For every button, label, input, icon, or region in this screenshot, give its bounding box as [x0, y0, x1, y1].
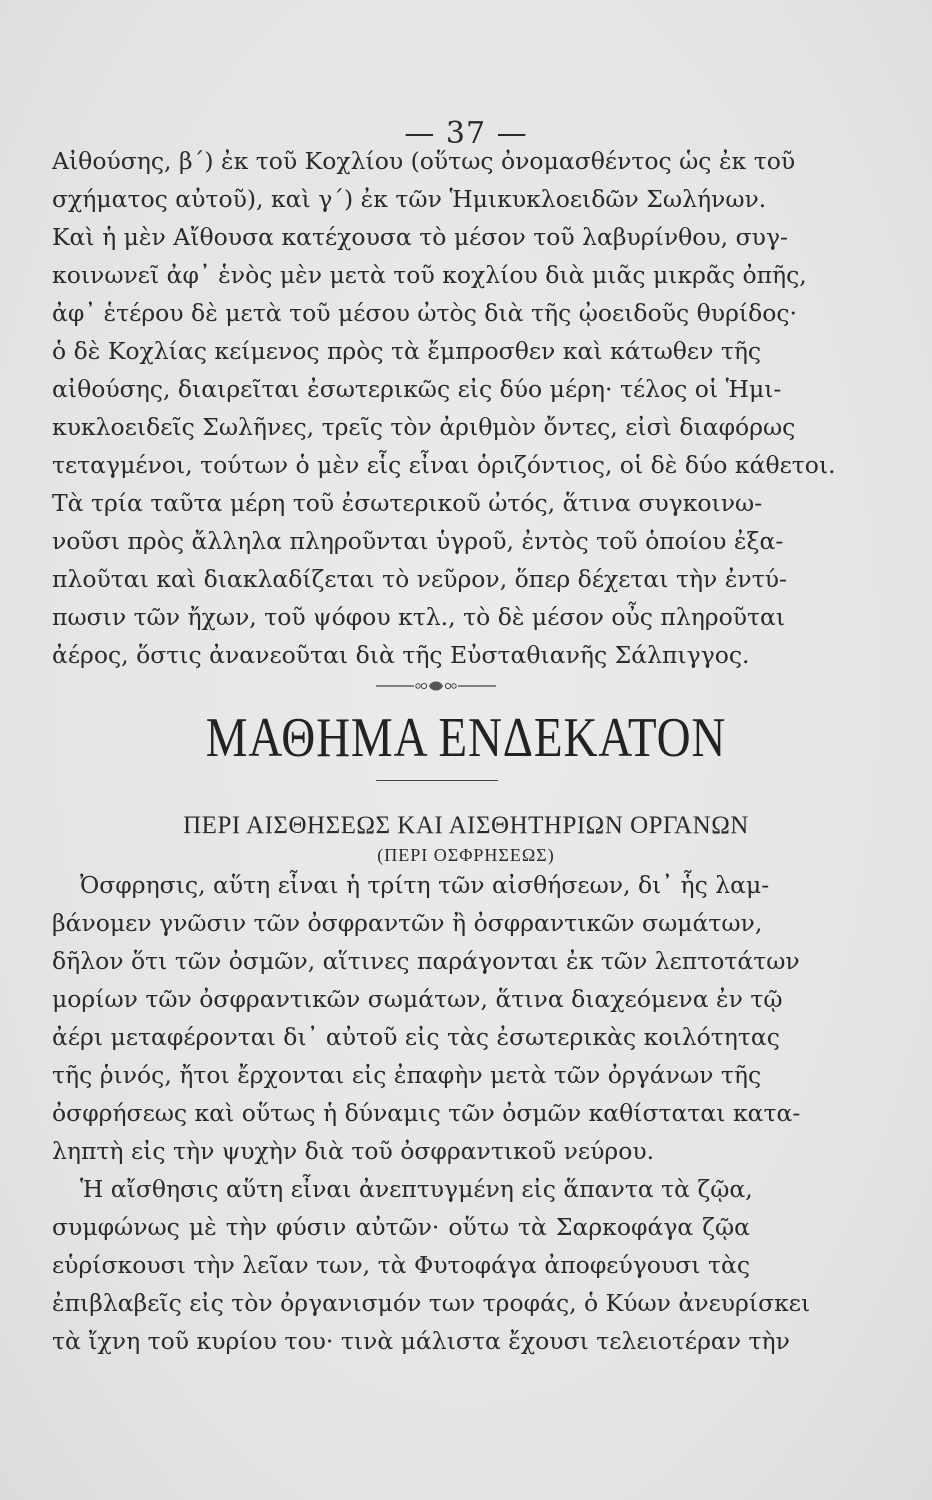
text-line: τὰ ἴχνη τοῦ κυρίου του· τινὰ μάλιστα ἔχουσι τελειοτέραν τὴν — [52, 1327, 790, 1355]
text-line: τῆς ῥινός, ἤτοι ἔρχονται εἰς ἐπαφὴν μετὰ τῶν ὀργάνων τῆς — [52, 1061, 762, 1089]
text-line: νοῦσι πρὸς ἄλληλα πληροῦνται ὑγροῦ, ἐντὸς τοῦ ὁποίου ἐξα- — [52, 527, 784, 555]
text-line: Ἡ αἴσθησις αὕτη εἶναι ἀνεπτυγμένη εἰς ἅπαντα τὰ ζῷα, — [80, 1175, 753, 1203]
text-line: εὑρίσκουσι τὴν λεῖαν των, τὰ Φυτοφάγα ἀποφεύγουσι τὰς — [52, 1251, 750, 1279]
text-line: σχήματος αὐτοῦ), καὶ γ΄) ἐκ τῶν Ἡμικυκλοειδῶν Σωλήνων. — [52, 185, 767, 213]
text-line: κοινωνεῖ ἀφ᾽ ἑνὸς μὲν μετὰ τοῦ κοχλίου διὰ μιᾶς μικρᾶς ὀπῆς, — [52, 261, 807, 289]
page-number: — 37 — — [404, 116, 528, 151]
text-line: δῆλον ὅτι τῶν ὀσμῶν, αἵτινες παράγονται ἐκ τῶν λεπτοτάτων — [52, 947, 800, 975]
text-line: ἀέρι μεταφέρονται δι᾽ αὐτοῦ εἰς τὰς ἐσωτερικὰς κοιλότητας — [52, 1023, 780, 1051]
text-line: μορίων τῶν ὀσφραντικῶν σωμάτων, ἅτινα διαχεόμενα ἐν τῷ — [52, 985, 783, 1013]
section-subtitle: (ΠΕΡΙ ΟΣΦΡΗΣΕΩΣ) — [377, 845, 555, 865]
text-line: ἐπιβλαβεῖς εἰς τὸν ὀργανισμόν των τροφάς, ὁ Κύων ἀνευρίσκει — [52, 1289, 811, 1317]
text-line: βάνομεν γνῶσιν τῶν ὀσφραντῶν ἢ ὀσφραντικῶν σωμάτων, — [52, 909, 763, 937]
text-line: πλοῦται καὶ διακλαδίζεται τὸ νεῦρον, ὅπερ δέχεται τὴν ἐντύ- — [52, 565, 787, 593]
paragraph-olfaction — [52, 866, 811, 1360]
text-line: ἀέρος, ὅστις ἀνανεοῦται διὰ τῆς Εὐσταθιανῆς Σάλπιγγος. — [52, 641, 750, 669]
text-line: τεταγμένοι, τούτων ὁ μὲν εἷς εἶναι ὁριζόντιος, οἱ δὲ δύο κάθετοι. — [52, 451, 836, 479]
text-line: κυκλοειδεῖς Σωλῆνες, τρεῖς τὸν ἀριθμὸν ὄντες, εἰσὶ διαφόρως — [52, 413, 796, 441]
text-line: Αἰθούσης, β΄) ἐκ τοῦ Κοχλίου (οὕτως ὀνομασθέντος ὡς ἐκ τοῦ — [52, 147, 796, 175]
text-line: Τὰ τρία ταῦτα μέρη τοῦ ἐσωτερικοῦ ὠτός, ἅτινα συγκοινω- — [52, 489, 763, 517]
paragraph-ear-anatomy — [52, 142, 836, 674]
text-line: Ὀσφρησις, αὕτη εἶναι ἡ τρίτη τῶν αἰσθήσεων, δι᾽ ἧς λαμ- — [80, 871, 770, 899]
section-title: ΠΕΡΙ ΑΙΣΘΗΣΕΩΣ ΚΑΙ ΑΙΣΘΗΤΗΡΙΩΝ ΟΡΓΑΝΩΝ — [183, 812, 749, 839]
title-underline — [376, 780, 498, 781]
text-line: αἰθούσης, διαιρεῖται ἐσωτερικῶς εἰς δύο μέρη· τέλος οἱ Ἡμι- — [52, 375, 782, 403]
text-line: ὁ δὲ Κοχλίας κείμενος πρὸς τὰ ἔμπροσθεν καὶ κάτωθεν τῆς — [52, 337, 762, 365]
text-line: ὀσφρήσεως καὶ οὕτως ἡ δύναμις τῶν ὀσμῶν καθίσταται κατα- — [52, 1099, 801, 1127]
text-line: πωσιν τῶν ἤχων, τοῦ ψόφου κτλ., τὸ δὲ μέσον οὖς πληροῦται — [52, 603, 786, 631]
text-line: ληπτὴ εἰς τὴν ψυχὴν διὰ τοῦ ὀσφραντικοῦ νεύρου. — [52, 1137, 655, 1165]
text-line: ἀφ᾽ ἑτέρου δὲ μετὰ τοῦ μέσου ὠτὸς διὰ τῆς ᾠοειδοῦς θυρίδος· — [52, 299, 798, 327]
chapter-title: ΜΑΘΗΜΑ ΕΝΔΕΚΑΤΟΝ — [205, 707, 727, 769]
ornament-divider — [376, 676, 496, 696]
text-line: συμφώνως μὲ τὴν φύσιν αὐτῶν· οὕτω τὰ Σαρκοφάγα ζῷα — [52, 1213, 750, 1241]
text-line: Καὶ ἡ μὲν Αἴθουσα κατέχουσα τὸ μέσον τοῦ λαβυρίνθου, συγ- — [52, 223, 788, 251]
